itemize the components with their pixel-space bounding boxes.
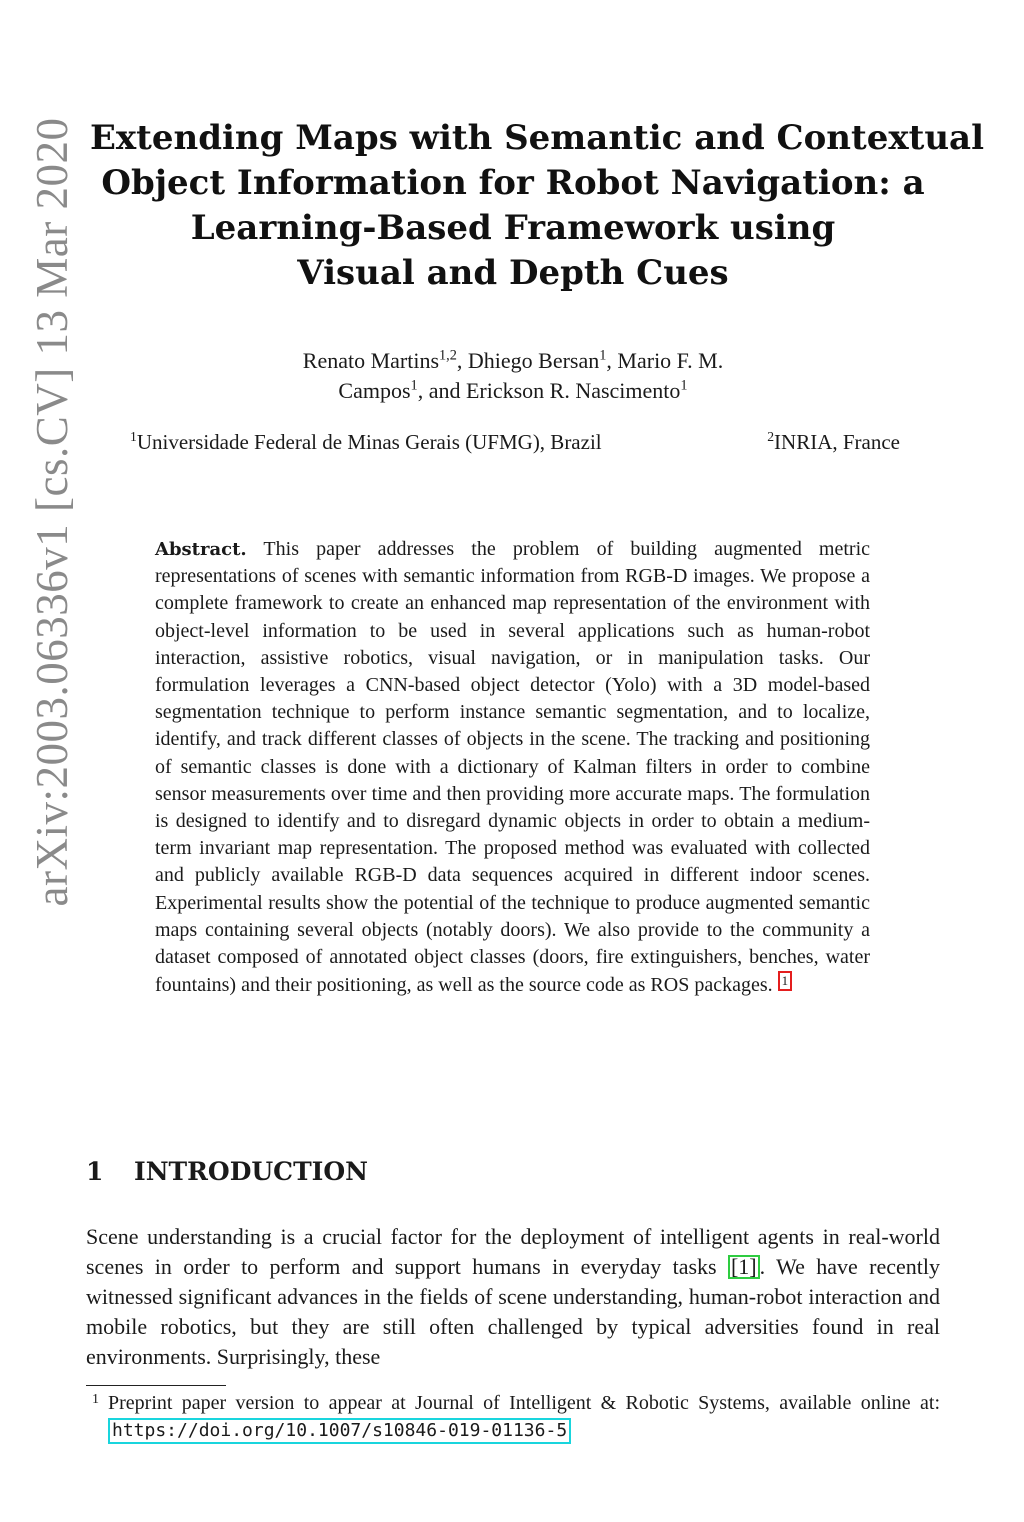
- title-line: Learning-Based Framework using: [190, 208, 836, 248]
- section-title: INTRODUCTION: [134, 1157, 369, 1186]
- footnote-reference-link[interactable]: 1: [778, 971, 793, 991]
- author-affil-sup: 1: [410, 377, 418, 394]
- footnote-divider: [86, 1385, 226, 1386]
- abstract: [155, 536, 870, 999]
- footnote-mark: 1: [92, 1392, 99, 1407]
- affiliation-1: $^1$Universidade Federal de Minas Gerais (UFMG), Brazil: [130, 429, 602, 454]
- arxiv-watermark-text: arXiv:2003.06336v1 [cs.CV] 13 Mar 2020: [27, 117, 77, 907]
- author-conjunction: and: [428, 378, 461, 403]
- title-line: Visual and Depth Cues: [297, 253, 729, 293]
- author-list: Renato Martins$^{1,2}$, Dhiego Bersan$^1$, Mario F. M. Campos$^1$, and Erickson R. Nascimento$^1$: [302, 347, 724, 403]
- section-heading: [86, 1157, 368, 1186]
- intro-text: . We have recently witnessed significant advances in the fields of scene understanding, human-robot interaction and mobile robotics, but they are still often challenged by typical adversities found in real environments. Surprisingly, these: [86, 1254, 940, 1369]
- abstract-label: Abstract.: [155, 539, 247, 560]
- author-name: Erickson R. Nascimento: [465, 378, 681, 403]
- doi-link[interactable]: https://doi.org/10.1007/s10846-019-01136-5: [108, 1418, 571, 1444]
- title-line: Object Information for Robot Navigation: a: [101, 163, 925, 203]
- paper-title: [90, 116, 984, 296]
- intro-paragraph: [86, 1222, 940, 1372]
- arxiv-watermark: [22, 74, 82, 950]
- author-name: Campos: [338, 378, 411, 403]
- author-name: Mario F. M.: [617, 348, 724, 373]
- footnote-text: Preprint paper version to appear at Journal of Intelligent & Robotic Systems, available online at:: [108, 1392, 940, 1414]
- section-number: 1: [86, 1157, 104, 1186]
- affiliation-2: $^2$INRIA, France: [767, 429, 900, 454]
- footnote: [86, 1390, 940, 1444]
- abstract-text: This paper addresses the problem of building augmented metric representations of scenes with semantic information from RGB-D images. We propose a complete framework to create an enhanced map representation of the environment with object-level information to be used in several applications such as human-robot interaction, assistive robotics, visual navigation, or in manipulation tasks. Our formulation leverages a CNN-based object detector (Yolo) with a 3D model-based segmentation technique to perform instance semantic segmentation, and to localize, identify, and track different classes of objects in the scene. The tracking and positioning of semantic classes is done with a dictionary of Kalman filters in order to combine sensor measurements over time and then providing more accurate maps. The formulation is designed to identify and to disregard dynamic objects in order to obtain a medium-term invariant map representation. The proposed method was evaluated with collected and publicly available RGB-D data sequences acquired in different indoor scenes. Experimental results show the potential of the technique to produce augmented semantic maps containing several objects (notably doors). We also provide to the community a dataset composed of annotated object classes (doors, fire extinguishers, benches, water fountains) and their positioning, as well as the source code as ROS packages.: [155, 538, 870, 997]
- title-line: Extending Maps with Semantic and Contextual: [90, 118, 984, 158]
- author-name: Renato Martins: [302, 348, 440, 373]
- intro-text: Scene understanding is a crucial factor for the deployment of intelligent agents in real-world scenes in order to perform and support humans in everyday tasks: [86, 1224, 940, 1279]
- affiliations: [130, 430, 900, 455]
- citation-link[interactable]: [1]: [728, 1255, 760, 1279]
- author-affil-sup: 1: [599, 347, 607, 364]
- author-affil-sup: 1: [680, 377, 688, 394]
- author-name: Dhiego Bersan: [467, 348, 600, 373]
- author-affil-sup: 1,2: [439, 347, 457, 364]
